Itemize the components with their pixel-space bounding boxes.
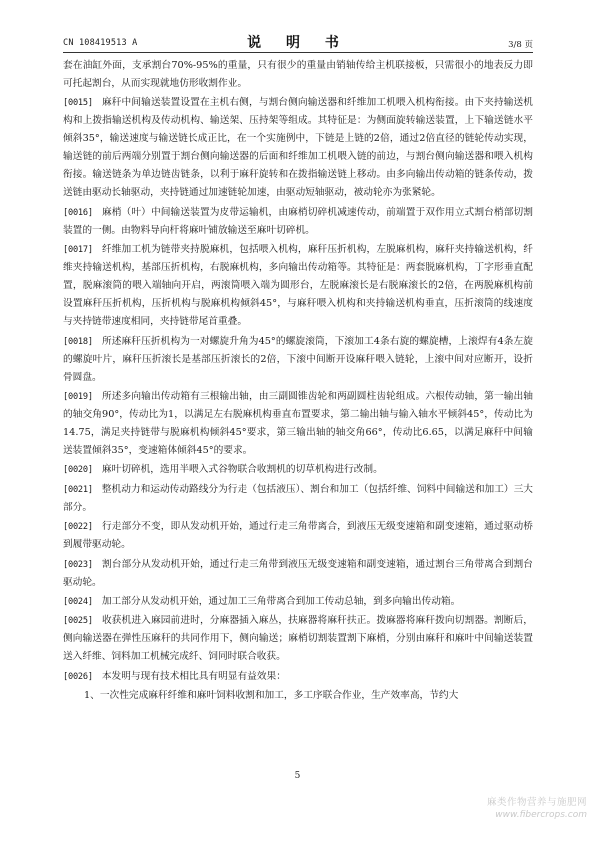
paragraph-number: [0021] — [63, 484, 93, 495]
paragraph-text: 行走部分不变，即从发动机开始，通过行走三角带离合，到液压无级变速箱和副变速箱，通过驱动桥到履带驱动轮。 — [63, 521, 533, 551]
paragraph-0017 — [63, 241, 533, 331]
paragraph-number: [0020] — [63, 465, 93, 476]
paragraph-text: 收获机进入麻园前进时，分麻器插入麻丛，扶麻器将麻秆扶正。拨麻器将麻秆拨向切割器。割断后，侧向输送器在弹性压麻秆的共同作用下，侧向输送；麻梢切割装置割下麻梢，分别由麻秆和麻叶中间输送装置送入纤维、饲料加工机械完成纤、饲同时联合收获。 — [63, 615, 533, 663]
paragraph-text: 麻秆中间输送装置设置在主机右侧，与割台侧向输送器和纤维加工机喂入机构衔接。由下夹持输送机构和上拨指输送机构及传动机构、输送架、压持架等组成。其特征是：为侧面旋转输送装置，上下输送链水平倾斜35°，输送速度与输送链长成正比，在一个实施例中，下链是上链的2倍，通过2倍直径的链轮传动实现，输送链的前后两端分别置于割台侧向输送器的后面和纤维加工机喂入链的前边，与割台侧向输送器和喂入机构衔接。输送链条为单边链齿链条，以利于麻秆旋转和在拨指输送链上移动。由多向输出传动箱的链条传动，拨送链由驱动长轴驱动，夹持链通过加速链轮加速，由驱动短轴驱动，被动轮亦为张紧轮。 — [63, 97, 533, 199]
paragraph-text: 本发明与现有技术相比具有明显有益效果： — [101, 670, 286, 682]
paragraph-number: [0015] — [63, 98, 93, 109]
paragraph-0022 — [63, 518, 533, 554]
paragraph-text: 所述麻秆压折机构为一对螺旋升角为45°的螺旋滚筒，下滚加工4条右旋的螺旋槽，上滚焊有4条左旋的螺旋叶片，麻秆压折滚长是基部压折滚长的2倍，下滚中间断开设麻秆喂入链轮，上滚中间对应断开，设折骨圆盘。 — [63, 335, 533, 383]
watermark-url: www.fibercrops.com — [495, 810, 587, 820]
paragraph-0015 — [63, 94, 533, 202]
page-count: 3/8 页 — [508, 40, 533, 50]
paragraph-number: [0026] — [63, 671, 93, 682]
paragraph-text: 所述多向输出传动箱有三根输出轴，由三副圆锥齿轮和两副圆柱齿轮组成。六根传动轴，第一输出轴的轴交角90°，传动比为1，以满足左右脱麻机构垂直布置要求，第二输出轴与输入轴水平倾斜45°，传动比为14.75，满足夹持链带与脱麻机构倾斜45°要求，第三输出轴的轴交角66°，传动比6.65，以满足麻秆中间输送装置倾斜35°，变速箱体倾斜45°的要求。 — [63, 390, 533, 456]
paragraph-text: 麻叶切碎机，选用半喂入式谷物联合收割机的切草机构进行改制。 — [101, 464, 383, 476]
paragraph-number: [0016] — [63, 207, 93, 218]
header-divider — [63, 52, 533, 53]
paragraph-text: 割台部分从发动机开始，通过行走三角带到液压无级变速箱和副变速箱，通过割台三角带离合到割台驱动轮。 — [63, 558, 533, 588]
paragraph-number: [0017] — [63, 245, 93, 256]
paragraph-number: [0022] — [63, 522, 93, 533]
paragraph-text: 加工部分从发动机开始，通过加工三角带离合到加工传动总轴，到多向输出传动箱。 — [101, 595, 461, 607]
paragraph-number: [0024] — [63, 596, 93, 607]
paragraph-number: [0018] — [63, 336, 93, 347]
page-header — [63, 28, 533, 50]
paragraph-0020 — [63, 461, 533, 479]
paragraph-0018 — [63, 333, 533, 387]
paragraph-text: 麻梢（叶）中间输送装置为皮带运输机，由麻梢切碎机减速传动，前端置于双作用立式割台梢部切割装置的一侧。由物料导向杆将麻叶铺放输送至麻叶切碎机。 — [63, 206, 533, 236]
site-watermark — [487, 796, 587, 822]
document-body — [63, 57, 533, 706]
benefit-text: 1、一次性完成麻秆纤维和麻叶饲料收割和加工，多工序联合作业，生产效率高，节约大 — [84, 690, 459, 702]
patent-number: CN 108419513 A — [63, 38, 138, 48]
paragraph-0021 — [63, 481, 533, 517]
paragraph-text: 纤维加工机为链带夹持脱麻机，包括喂入机构，麻秆压折机构，左脱麻机构，麻秆夹持输送机构，纤维夹持输送机构，基部压折机构，右脱麻机构，多向输出传动箱等。其特征是：两套脱麻机构，丁字形垂直配置，脱麻滚筒的喂入端轴向开启，两滚筒喂入端为圆形台，左脱麻滚长是右脱麻滚长的2倍，在两脱麻机构前设置麻秆压折机构，压折机构与脱麻机构倾斜45°，与麻秆喂入机构和夹持输送机构垂直，压折滚筒的线速度与夹持链带速度相同，夹持链带尾首重叠。 — [63, 244, 533, 328]
paragraph-text: 套在油缸外面，支承割台70%-95%的重量，只有很少的重量由销轴传给主机联接板，只需很小的地表反力即可托起割台，从而实现就地仿形收割作业。 — [63, 60, 533, 89]
paragraph-number: [0025] — [63, 616, 93, 627]
paragraph-continuation — [63, 57, 533, 93]
watermark-site-name: 麻类作物营养与施肥网 — [486, 797, 587, 808]
paragraph-number: [0019] — [63, 391, 93, 402]
paragraph-0024 — [63, 593, 533, 611]
paragraph-text: 整机动力和运动传动路线分为行走（包括液压）、割台和加工（包括纤维、饲料中间输送和加工）三大部分。 — [63, 483, 533, 513]
page-number: 5 — [294, 771, 301, 781]
paragraph-0026 — [63, 668, 533, 686]
benefit-item — [63, 687, 533, 705]
paragraph-number: [0023] — [63, 559, 93, 570]
document-title: 说 明 书 — [247, 35, 349, 51]
paragraph-0025 — [63, 612, 533, 666]
paragraph-0023 — [63, 556, 533, 592]
paragraph-0016 — [63, 204, 533, 240]
paragraph-0019 — [63, 388, 533, 460]
